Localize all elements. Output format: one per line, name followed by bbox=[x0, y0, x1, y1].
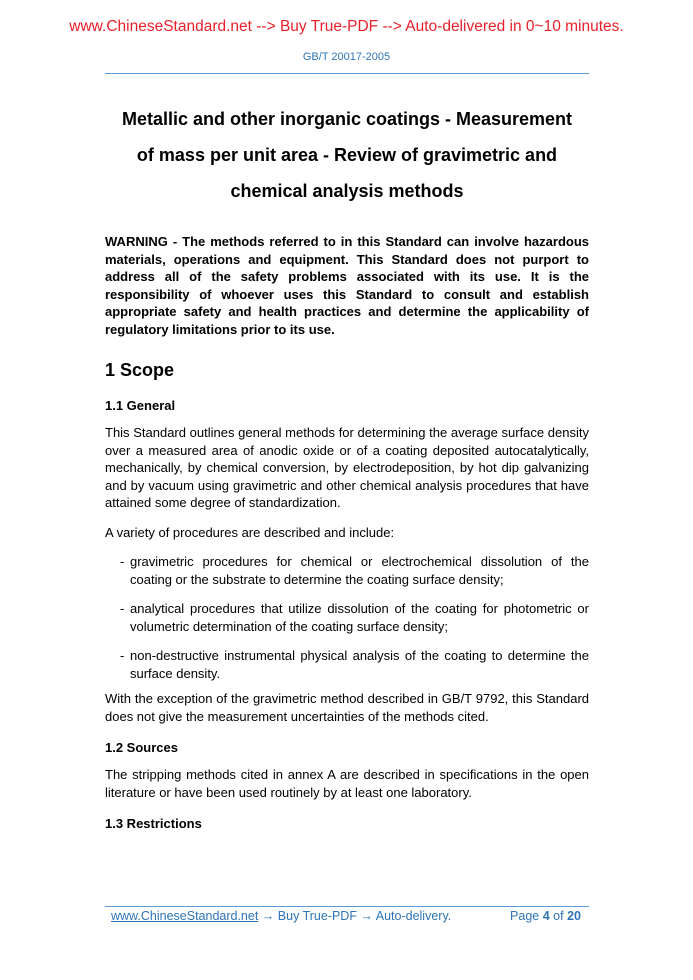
bullet-dash: - bbox=[120, 648, 125, 663]
list-item bbox=[105, 553, 589, 588]
warning-paragraph: WARNING - The methods referred to in this Standard can involve hazardous materials, operations and equipment. This Standard does not purport to address all of the safety problems associated with its use. It is the responsibility of whoever uses this Standard to consult and establish appropriate safety and health practices and determine the applicability of regulatory limitations prior to its use. bbox=[105, 234, 589, 337]
footer-delivery-text: Auto-delivery. bbox=[375, 909, 452, 923]
subsection-heading-restrictions: 1.3 Restrictions bbox=[105, 816, 202, 831]
page-label: Page bbox=[510, 909, 540, 923]
sources-paragraph: The stripping methods cited in annex A are described in specifications in the open literature or have been used routinely by at least one laboratory. bbox=[105, 767, 589, 800]
document-title bbox=[100, 101, 594, 209]
title-line-1: Metallic and other inorganic coatings - Measurement bbox=[121, 109, 573, 129]
standard-code-header: GB/T 20017-2005 bbox=[302, 51, 391, 63]
page-of: of bbox=[553, 909, 564, 923]
arrow-icon: → bbox=[360, 909, 373, 923]
section-heading-scope: 1 Scope bbox=[105, 360, 175, 380]
page-footer bbox=[111, 909, 581, 923]
list-item-text: analytical procedures that utilize dissolution of the coating for photometric or volumetric determination of the coating surface density; bbox=[130, 601, 589, 634]
subsection-heading-sources: 1.2 Sources bbox=[105, 740, 178, 755]
footer-divider bbox=[105, 906, 589, 907]
page-total: 20 bbox=[567, 909, 581, 923]
title-line-2: of mass per unit area - Review of gravimetric and bbox=[136, 145, 558, 165]
page-current: 4 bbox=[542, 909, 550, 923]
general-paragraph-3: With the exception of the gravimetric method described in GB/T 9792, this Standard does not give the measurement uncertainties of the methods cited. bbox=[105, 691, 589, 724]
top-banner[interactable]: www.ChineseStandard.net --> Buy True-PDF --> Auto-delivered in 0~10 minutes. bbox=[69, 18, 624, 35]
page-number bbox=[510, 909, 581, 923]
document-body bbox=[105, 233, 589, 842]
footer-buy-text: Buy True-PDF bbox=[277, 909, 357, 923]
title-line-3: chemical analysis methods bbox=[230, 181, 464, 201]
general-paragraph-2: A variety of procedures are described and include: bbox=[105, 524, 395, 540]
list-item-text: gravimetric procedures for chemical or electrochemical dissolution of the coating or the substrate to determine the coating surface density; bbox=[130, 554, 589, 587]
arrow-icon: → bbox=[261, 909, 275, 923]
list-item-text: non-destructive instrumental physical analysis of the coating to determine the surface density. bbox=[130, 648, 589, 681]
list-item bbox=[105, 600, 589, 635]
list-item bbox=[105, 647, 589, 682]
bullet-dash: - bbox=[120, 601, 125, 616]
general-paragraph-1: This Standard outlines general methods for determining the average surface density over a measured area of anodic oxide or of a coating deposited autocatalytically, mechanically, by chemical conversion, by electrodeposition, by hot dip galvanizing and by vacuum using gravimetric and other chemical analysis procedures that have attained some degree of standardization. bbox=[105, 425, 589, 510]
subsection-heading-general: 1.1 General bbox=[105, 398, 176, 413]
bullet-dash: - bbox=[120, 554, 125, 569]
header-divider bbox=[105, 73, 589, 74]
footer-site-link[interactable]: www.ChineseStandard.net bbox=[111, 909, 259, 923]
